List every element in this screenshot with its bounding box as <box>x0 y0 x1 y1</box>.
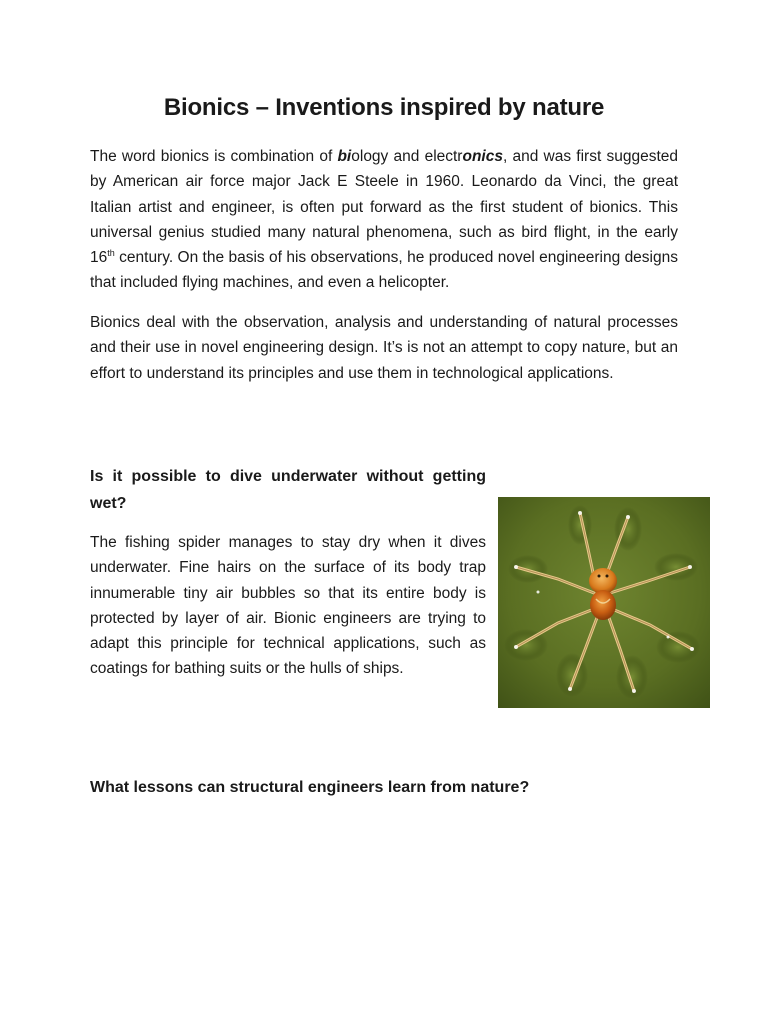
section-heading-dive: Is it possible to dive underwater without getting wet? <box>90 468 486 512</box>
spider-abdomen <box>590 590 616 620</box>
intro-text-2: ology and electr <box>351 148 463 165</box>
intro-emphasis-bi: bi <box>337 148 352 165</box>
fishing-spider-paragraph: The fishing spider manages to stay dry when it dives underwater. Fine hairs on the surface of its body trap innumerable tiny air bubbles so that its entire body is protected by layer of air. Bionic engineers are trying to adapt this principle for technical applications, such as coatings for bathing suits or the hulls of ships. <box>90 534 486 678</box>
document-title: Bionics – Inventions inspired by nature <box>163 94 605 121</box>
bionics-definition-paragraph: Bionics deal with the observation, analysis and understanding of natural processes and their use in novel engineering design. It’s is not an attempt to copy nature, but an effort to understand its principles and use them in technological applications. <box>90 314 678 382</box>
intro-text-1: The word bionics is combination of <box>90 148 338 165</box>
intro-paragraph <box>90 144 678 296</box>
intro-superscript: th <box>107 248 115 259</box>
section-heading-structural: What lessons can structural engineers learn from nature? <box>90 779 530 796</box>
intro-text-3: , and was first suggested by American air force major Jack E Steele in 1960. Leonardo da Vinci, the great Italian artist and engineer, is often put forward as the first student of bionics. This universal genius studied many natural phenomena, such as bird flight, in the early 16 <box>90 148 679 267</box>
intro-text-4: century. On the basis of his observations, he produced novel engineering designs that included flying machines, and even a helicopter. <box>90 249 678 292</box>
fishing-spider-image <box>498 497 710 708</box>
intro-emphasis-onics: onics <box>462 148 503 165</box>
